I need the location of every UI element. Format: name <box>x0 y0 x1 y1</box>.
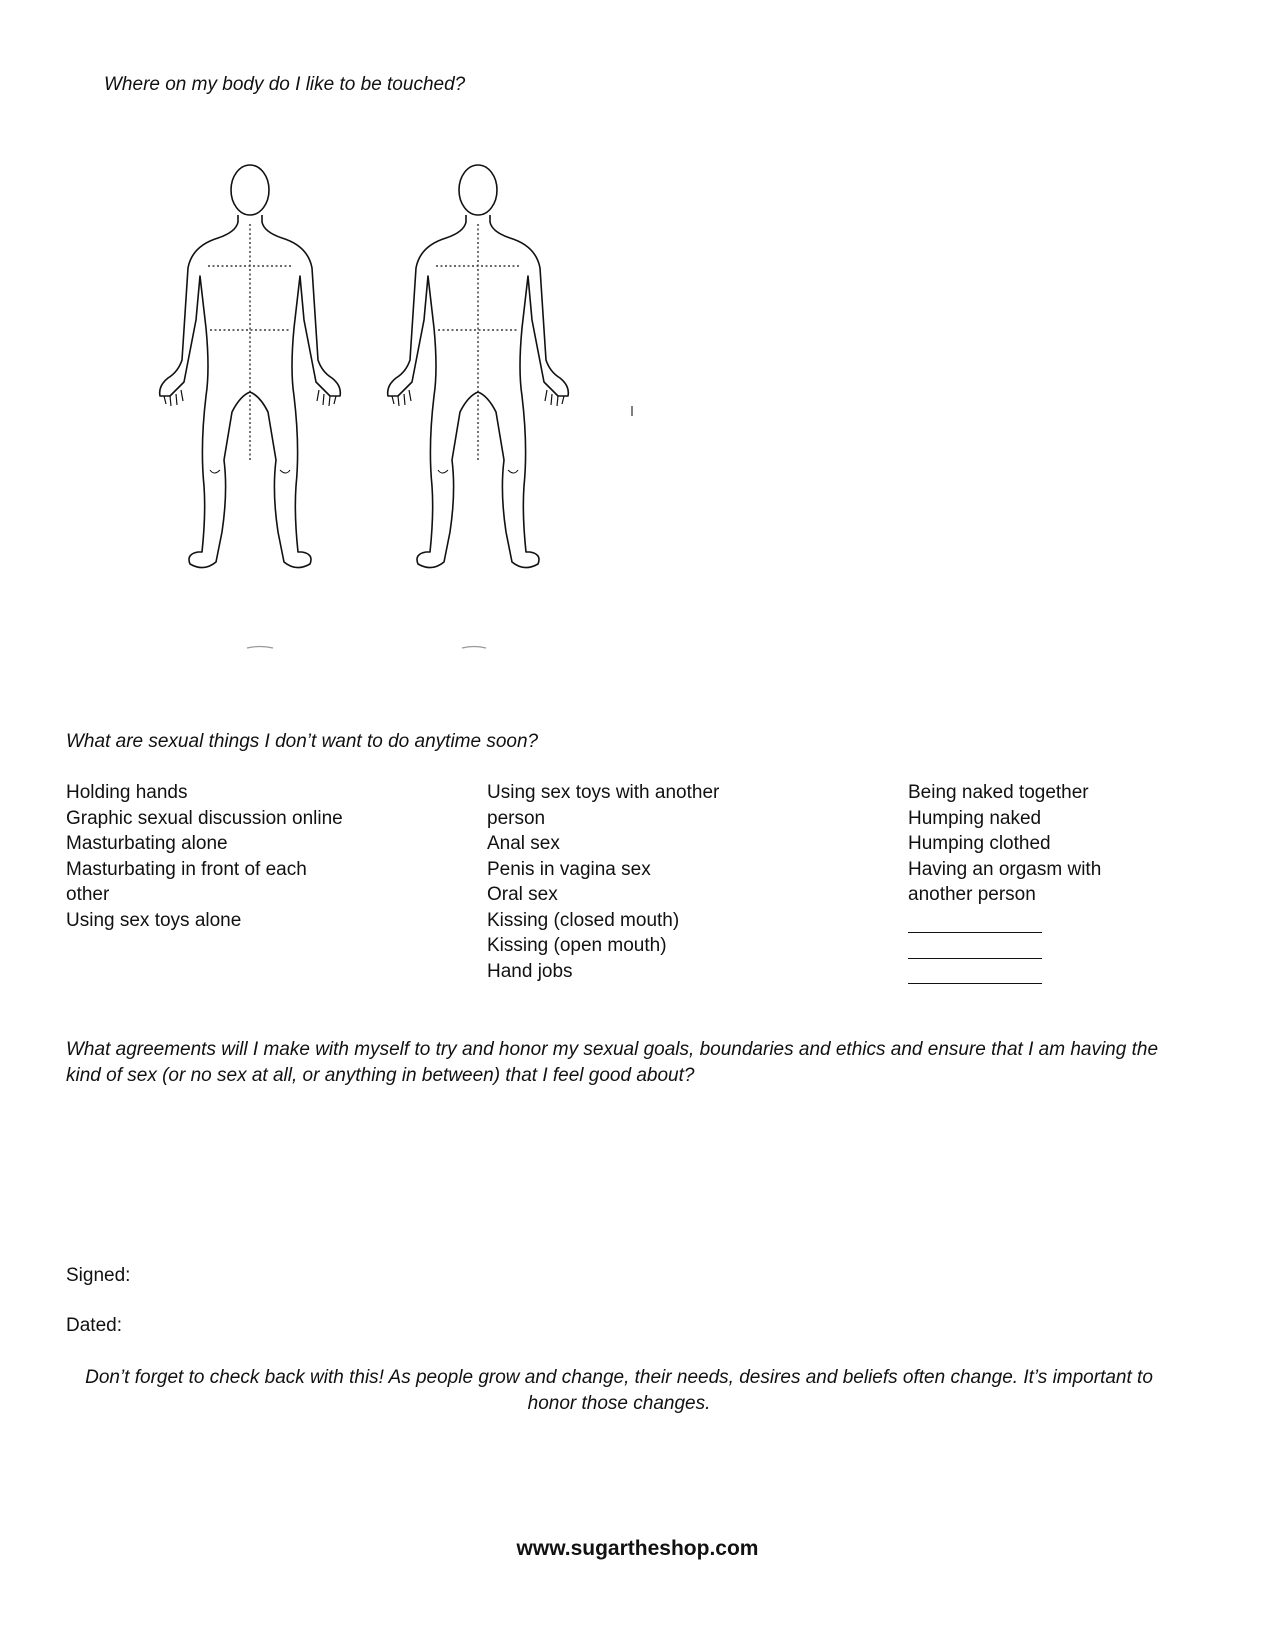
body-front-icon <box>388 165 569 568</box>
list-item: Using sex toys alone <box>66 909 242 931</box>
list-item: Kissing (open mouth) <box>487 935 667 956</box>
list-item: Masturbating alone <box>66 833 228 854</box>
question-touch: Where on my body do I like to be touched? <box>104 74 466 95</box>
list-item: Humping clothed <box>908 833 1051 854</box>
body-back-icon <box>160 165 341 568</box>
list-item: Graphic sexual discussion online <box>66 807 343 829</box>
signed-label: Signed: <box>66 1265 131 1286</box>
list-item: Oral sex <box>487 884 558 905</box>
activity-list-2 <box>487 780 757 984</box>
list-item: Masturbating in front of each other <box>66 858 307 905</box>
blank-line-3[interactable] <box>908 959 1042 985</box>
body-diagram <box>140 160 660 690</box>
activity-list-1 <box>66 780 346 933</box>
list-item: Anal sex <box>487 833 560 854</box>
reminder-note: Don’t forget to check back with this! As people grow and change, their needs, desires and beliefs often change. It’s important to honor those changes. <box>85 1367 1153 1414</box>
list-item: Penis in vagina sex <box>487 858 651 880</box>
list-item: Hand jobs <box>487 960 573 982</box>
list-item: Humping naked <box>908 807 1042 829</box>
blank-line-2[interactable] <box>908 933 1042 959</box>
blank-line-1[interactable] <box>908 908 1042 934</box>
website-link[interactable]: www.sugartheshop.com <box>516 1537 759 1560</box>
list-item: Being naked together <box>908 782 1089 803</box>
activity-list-3 <box>908 780 1148 984</box>
list-item: Using sex toys with another person <box>487 782 720 829</box>
dated-label: Dated: <box>66 1315 122 1336</box>
question-agreements: What agreements will I make with myself to try and honor my sexual goals, boundaries and ethics and ensure that I am having the kind of sex (or no sex at all, or anything in between) that I feel good about? <box>66 1039 1159 1086</box>
list-item: Kissing (closed mouth) <box>487 909 680 931</box>
list-item: Holding hands <box>66 782 188 803</box>
question-dont-want: What are sexual things I don’t want to do anytime soon? <box>66 731 539 752</box>
list-item: Having an orgasm with another person <box>908 858 1102 905</box>
